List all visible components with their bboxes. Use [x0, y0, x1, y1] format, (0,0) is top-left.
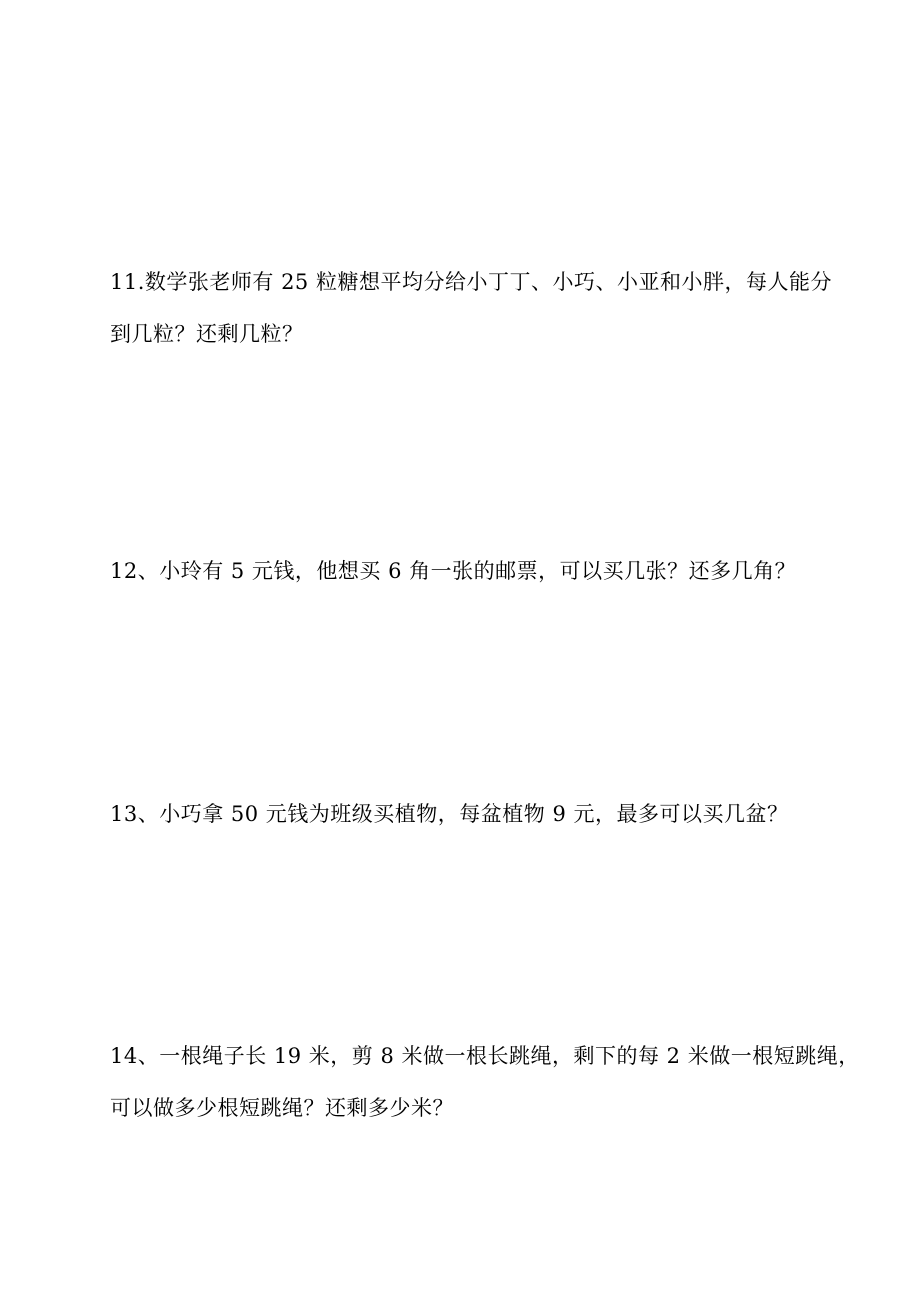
question-11 [110, 256, 832, 360]
question-text-line: 12、小玲有 5 元钱，他想买 6 角一张的邮票，可以买几张？还多几角？ [110, 559, 797, 583]
question-text-line: 11.数学张老师有 25 粒糖想平均分给小丁丁、小巧、小亚和小胖，每人能分 [110, 270, 832, 294]
question-text-line: 14、一根绳子长 19 米，剪 8 米做一根长跳绳，剩下的每 2 米做一根短跳绳， [110, 1044, 860, 1068]
question-text-line: 13、小巧拿 50 元钱为班级买植物，每盆植物 9 元，最多可以买几盆？ [110, 802, 789, 826]
question-14 [110, 1030, 860, 1134]
question-text-line: 可以做多少根短跳绳？还剩多少米？ [110, 1096, 454, 1120]
question-12 [110, 545, 822, 597]
question-13 [110, 788, 822, 840]
question-text-line: 到几粒？还剩几粒？ [110, 322, 304, 346]
